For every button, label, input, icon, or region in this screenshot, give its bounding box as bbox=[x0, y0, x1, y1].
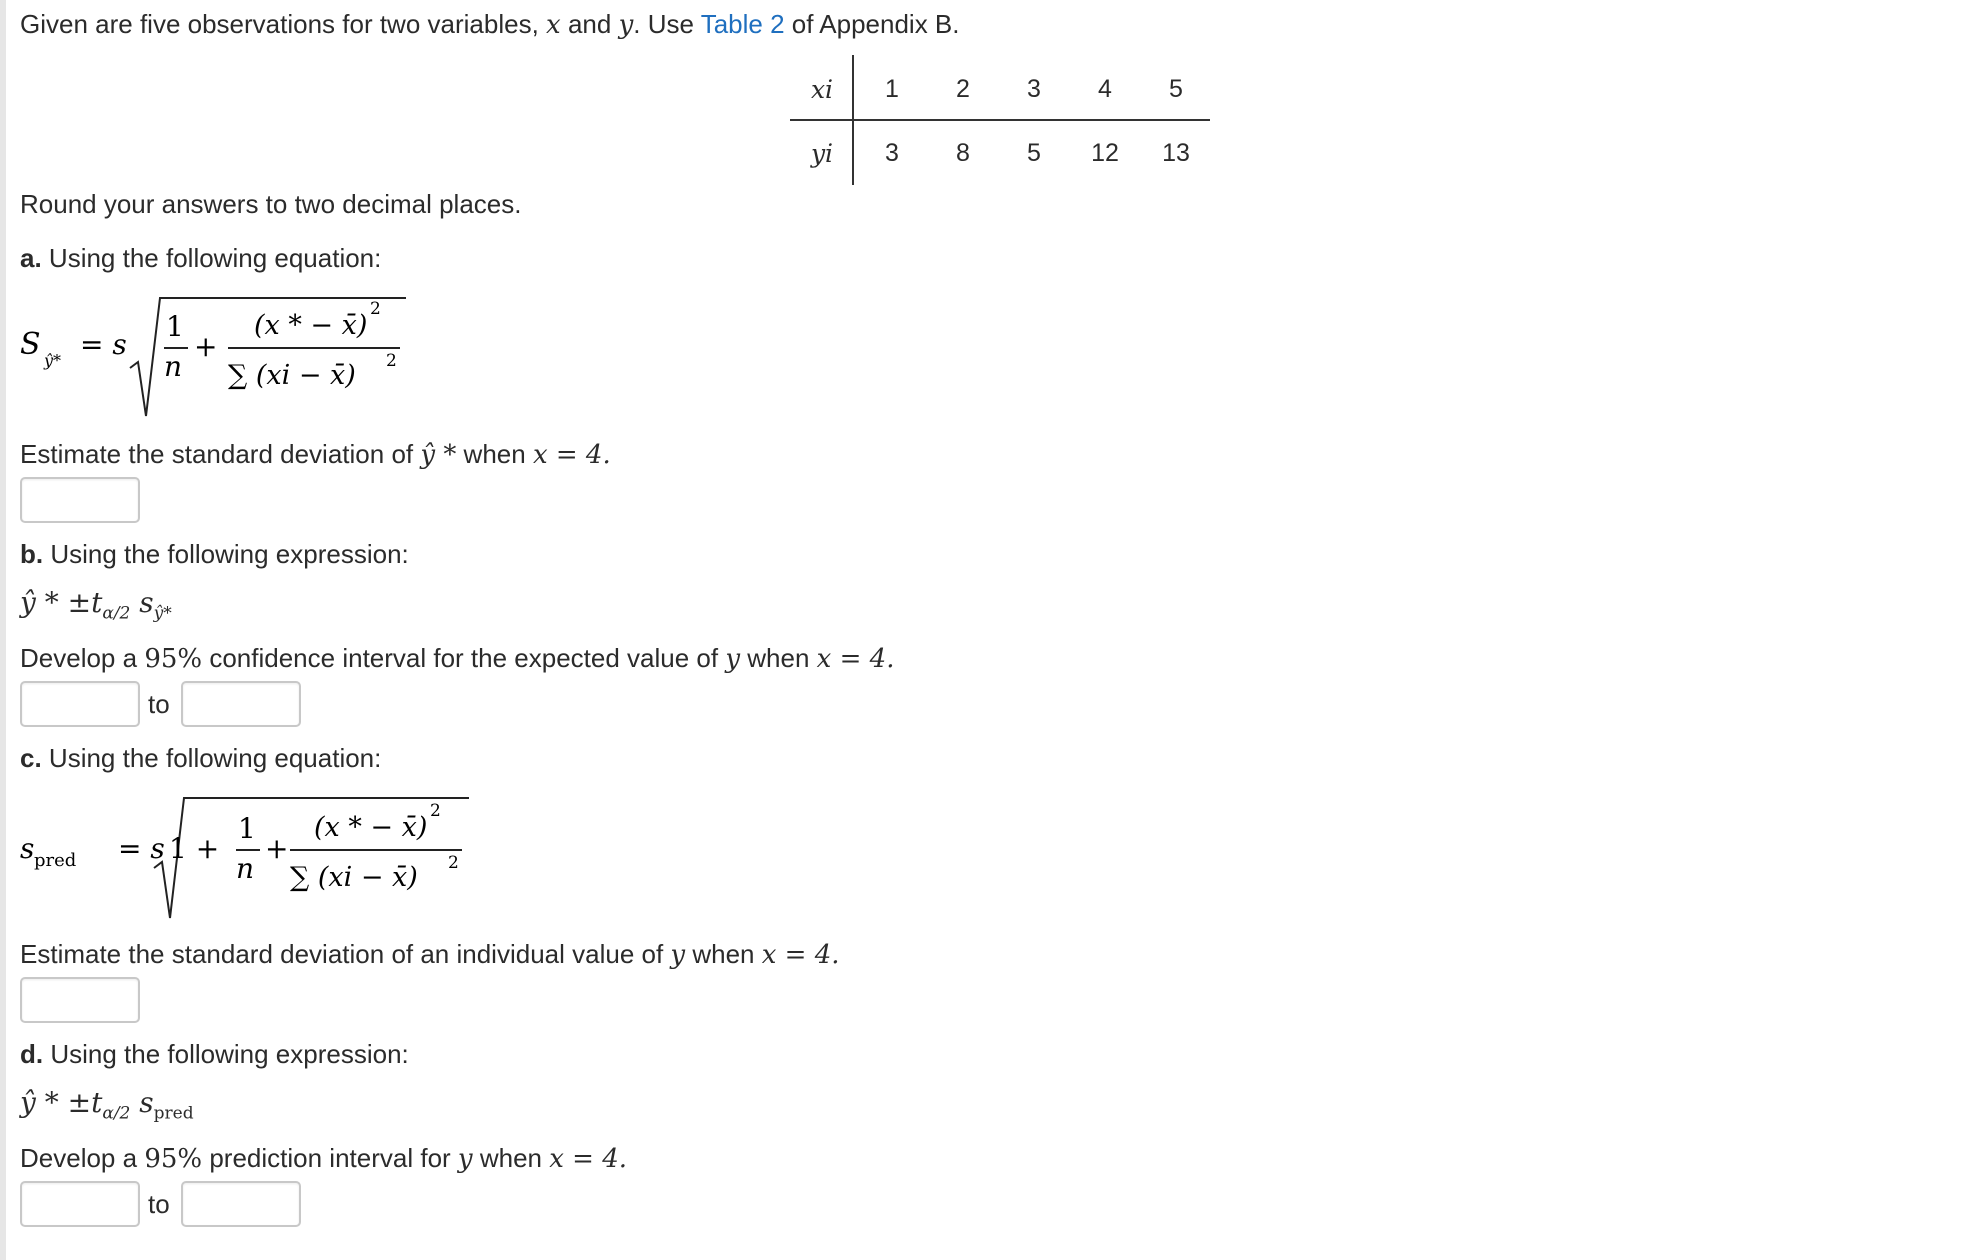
formula-c-num-exp: 2 bbox=[430, 801, 441, 821]
part-c-question-prefix: Estimate the standard deviation of an individual value of bbox=[20, 939, 664, 969]
part-d-question-cond: x = 4. bbox=[549, 1144, 628, 1174]
x-value: 2 bbox=[956, 75, 970, 103]
part-b-upper-input[interactable] bbox=[181, 681, 301, 727]
part-c-question-var: y bbox=[670, 940, 686, 970]
part-b-heading-text: Using the following expression: bbox=[50, 539, 409, 569]
part-c-question-when: when bbox=[692, 939, 755, 969]
part-d-expr-s: s bbox=[139, 1086, 154, 1119]
x-value: 3 bbox=[1027, 75, 1041, 103]
formula-a-n: n bbox=[164, 350, 183, 383]
part-b-expression bbox=[20, 586, 172, 624]
formula-c-one-plus: 1 + bbox=[169, 832, 220, 865]
part-d-expr-ssub: pred bbox=[153, 1103, 194, 1124]
var-y: y bbox=[618, 10, 634, 40]
formula-c-plus: + bbox=[265, 832, 289, 865]
part-d-question-var: y bbox=[457, 1144, 473, 1174]
row-label-x: xi bbox=[810, 75, 834, 104]
formula-a-num-exp: 2 bbox=[370, 299, 381, 319]
part-b-question-var: y bbox=[725, 644, 741, 674]
part-b-letter: b. bbox=[20, 539, 44, 569]
x-value: 1 bbox=[885, 75, 899, 103]
formula-a bbox=[14, 288, 434, 428]
part-a-question-prefix: Estimate the standard deviation of bbox=[20, 439, 414, 469]
part-b-question-pct: 95% bbox=[144, 644, 203, 674]
row-label-y: yi bbox=[810, 139, 834, 168]
formula-a-eq: = s bbox=[80, 328, 127, 361]
formula-c bbox=[14, 790, 484, 930]
part-a-heading-text: Using the following equation: bbox=[48, 243, 382, 273]
part-d-letter: d. bbox=[20, 1039, 44, 1069]
intro-and: and bbox=[567, 9, 612, 39]
part-b-expr-s: s bbox=[139, 586, 154, 619]
y-value: 8 bbox=[956, 139, 970, 167]
formula-a-one: 1 bbox=[166, 310, 184, 343]
part-b-question-when: when bbox=[747, 643, 810, 673]
part-d-lower-input[interactable] bbox=[20, 1181, 140, 1227]
part-a-answer-input[interactable] bbox=[20, 477, 140, 523]
formula-a-lhs: S bbox=[20, 327, 41, 362]
part-d-question-when: when bbox=[479, 1143, 543, 1173]
part-d-expression bbox=[20, 1086, 194, 1124]
instructions: Round your answers to two decimal places. bbox=[20, 189, 522, 219]
part-b-lower-input[interactable] bbox=[20, 681, 140, 727]
formula-a-numerator: (x * − x̄) bbox=[254, 310, 368, 341]
part-c-heading-text: Using the following equation: bbox=[48, 743, 382, 773]
part-b-expr-sub: α/2 bbox=[102, 603, 131, 624]
part-a-heading bbox=[20, 242, 381, 274]
part-d-question bbox=[20, 1142, 627, 1175]
formula-c-denominator: ∑ (xi − x̄) bbox=[290, 862, 418, 893]
intro-prefix: Given are five observations for two variables, bbox=[20, 9, 539, 39]
formula-a-lhs-sub: ŷ* bbox=[44, 351, 62, 370]
part-d-expr-sub: α/2 bbox=[102, 1103, 131, 1124]
intro-suffix: of Appendix B. bbox=[791, 9, 960, 39]
part-d-question-mid: prediction interval for bbox=[209, 1143, 451, 1173]
y-value: 3 bbox=[885, 139, 899, 167]
y-value: 13 bbox=[1162, 139, 1190, 167]
part-c-question bbox=[20, 938, 840, 971]
part-b-expr-main: ŷ * ±t bbox=[20, 586, 103, 619]
table-vline bbox=[852, 55, 854, 185]
formula-c-one: 1 bbox=[238, 812, 256, 845]
part-c-answer-input[interactable] bbox=[20, 977, 140, 1023]
part-a-letter: a. bbox=[20, 243, 42, 273]
part-a-question bbox=[20, 438, 611, 471]
table-2-link[interactable]: Table 2 bbox=[700, 9, 785, 39]
part-d-to-label: to bbox=[148, 1189, 170, 1219]
part-b-question-prefix: Develop a bbox=[20, 643, 138, 673]
formula-c-lhs-sub: pred bbox=[34, 850, 77, 871]
part-d-upper-input[interactable] bbox=[181, 1181, 301, 1227]
part-c-heading bbox=[20, 742, 381, 774]
part-d-question-prefix: Develop a bbox=[20, 1143, 138, 1173]
formula-c-n: n bbox=[236, 852, 255, 885]
part-c-question-cond: x = 4. bbox=[761, 940, 840, 970]
formula-c-den-exp: 2 bbox=[448, 853, 459, 873]
data-table bbox=[790, 55, 1220, 185]
formula-a-plus: + bbox=[194, 330, 218, 363]
intro-use: . Use bbox=[633, 9, 694, 39]
part-b-to-label: to bbox=[148, 689, 170, 719]
part-d-question-pct: 95% bbox=[144, 1144, 203, 1174]
part-d-expr-main: ŷ * ±t bbox=[20, 1086, 103, 1119]
formula-a-denominator: ∑ (xi − x̄) bbox=[228, 360, 356, 391]
part-b-expr-ssub: ŷ* bbox=[153, 603, 172, 624]
part-c-letter: c. bbox=[20, 743, 42, 773]
x-value: 4 bbox=[1098, 75, 1112, 103]
part-a-question-var: ŷ * bbox=[420, 440, 457, 470]
part-d-heading bbox=[20, 1038, 409, 1070]
y-value: 12 bbox=[1091, 139, 1119, 167]
y-value: 5 bbox=[1027, 139, 1041, 167]
part-b-question-mid: confidence interval for the expected value of bbox=[209, 643, 719, 673]
formula-c-lhs: s bbox=[20, 832, 35, 865]
part-a-question-cond: x = 4. bbox=[532, 440, 611, 470]
formula-c-numerator: (x * − x̄) bbox=[314, 812, 428, 843]
intro-text bbox=[20, 8, 959, 41]
formula-c-eq: = s bbox=[118, 832, 165, 865]
part-a-question-when: when bbox=[463, 439, 526, 469]
x-value: 5 bbox=[1169, 75, 1183, 103]
part-b-question bbox=[20, 642, 894, 675]
var-x: x bbox=[546, 10, 561, 40]
formula-a-den-exp: 2 bbox=[386, 351, 397, 371]
part-d-heading-text: Using the following expression: bbox=[50, 1039, 409, 1069]
part-b-question-cond: x = 4. bbox=[816, 644, 895, 674]
part-b-heading bbox=[20, 538, 409, 570]
